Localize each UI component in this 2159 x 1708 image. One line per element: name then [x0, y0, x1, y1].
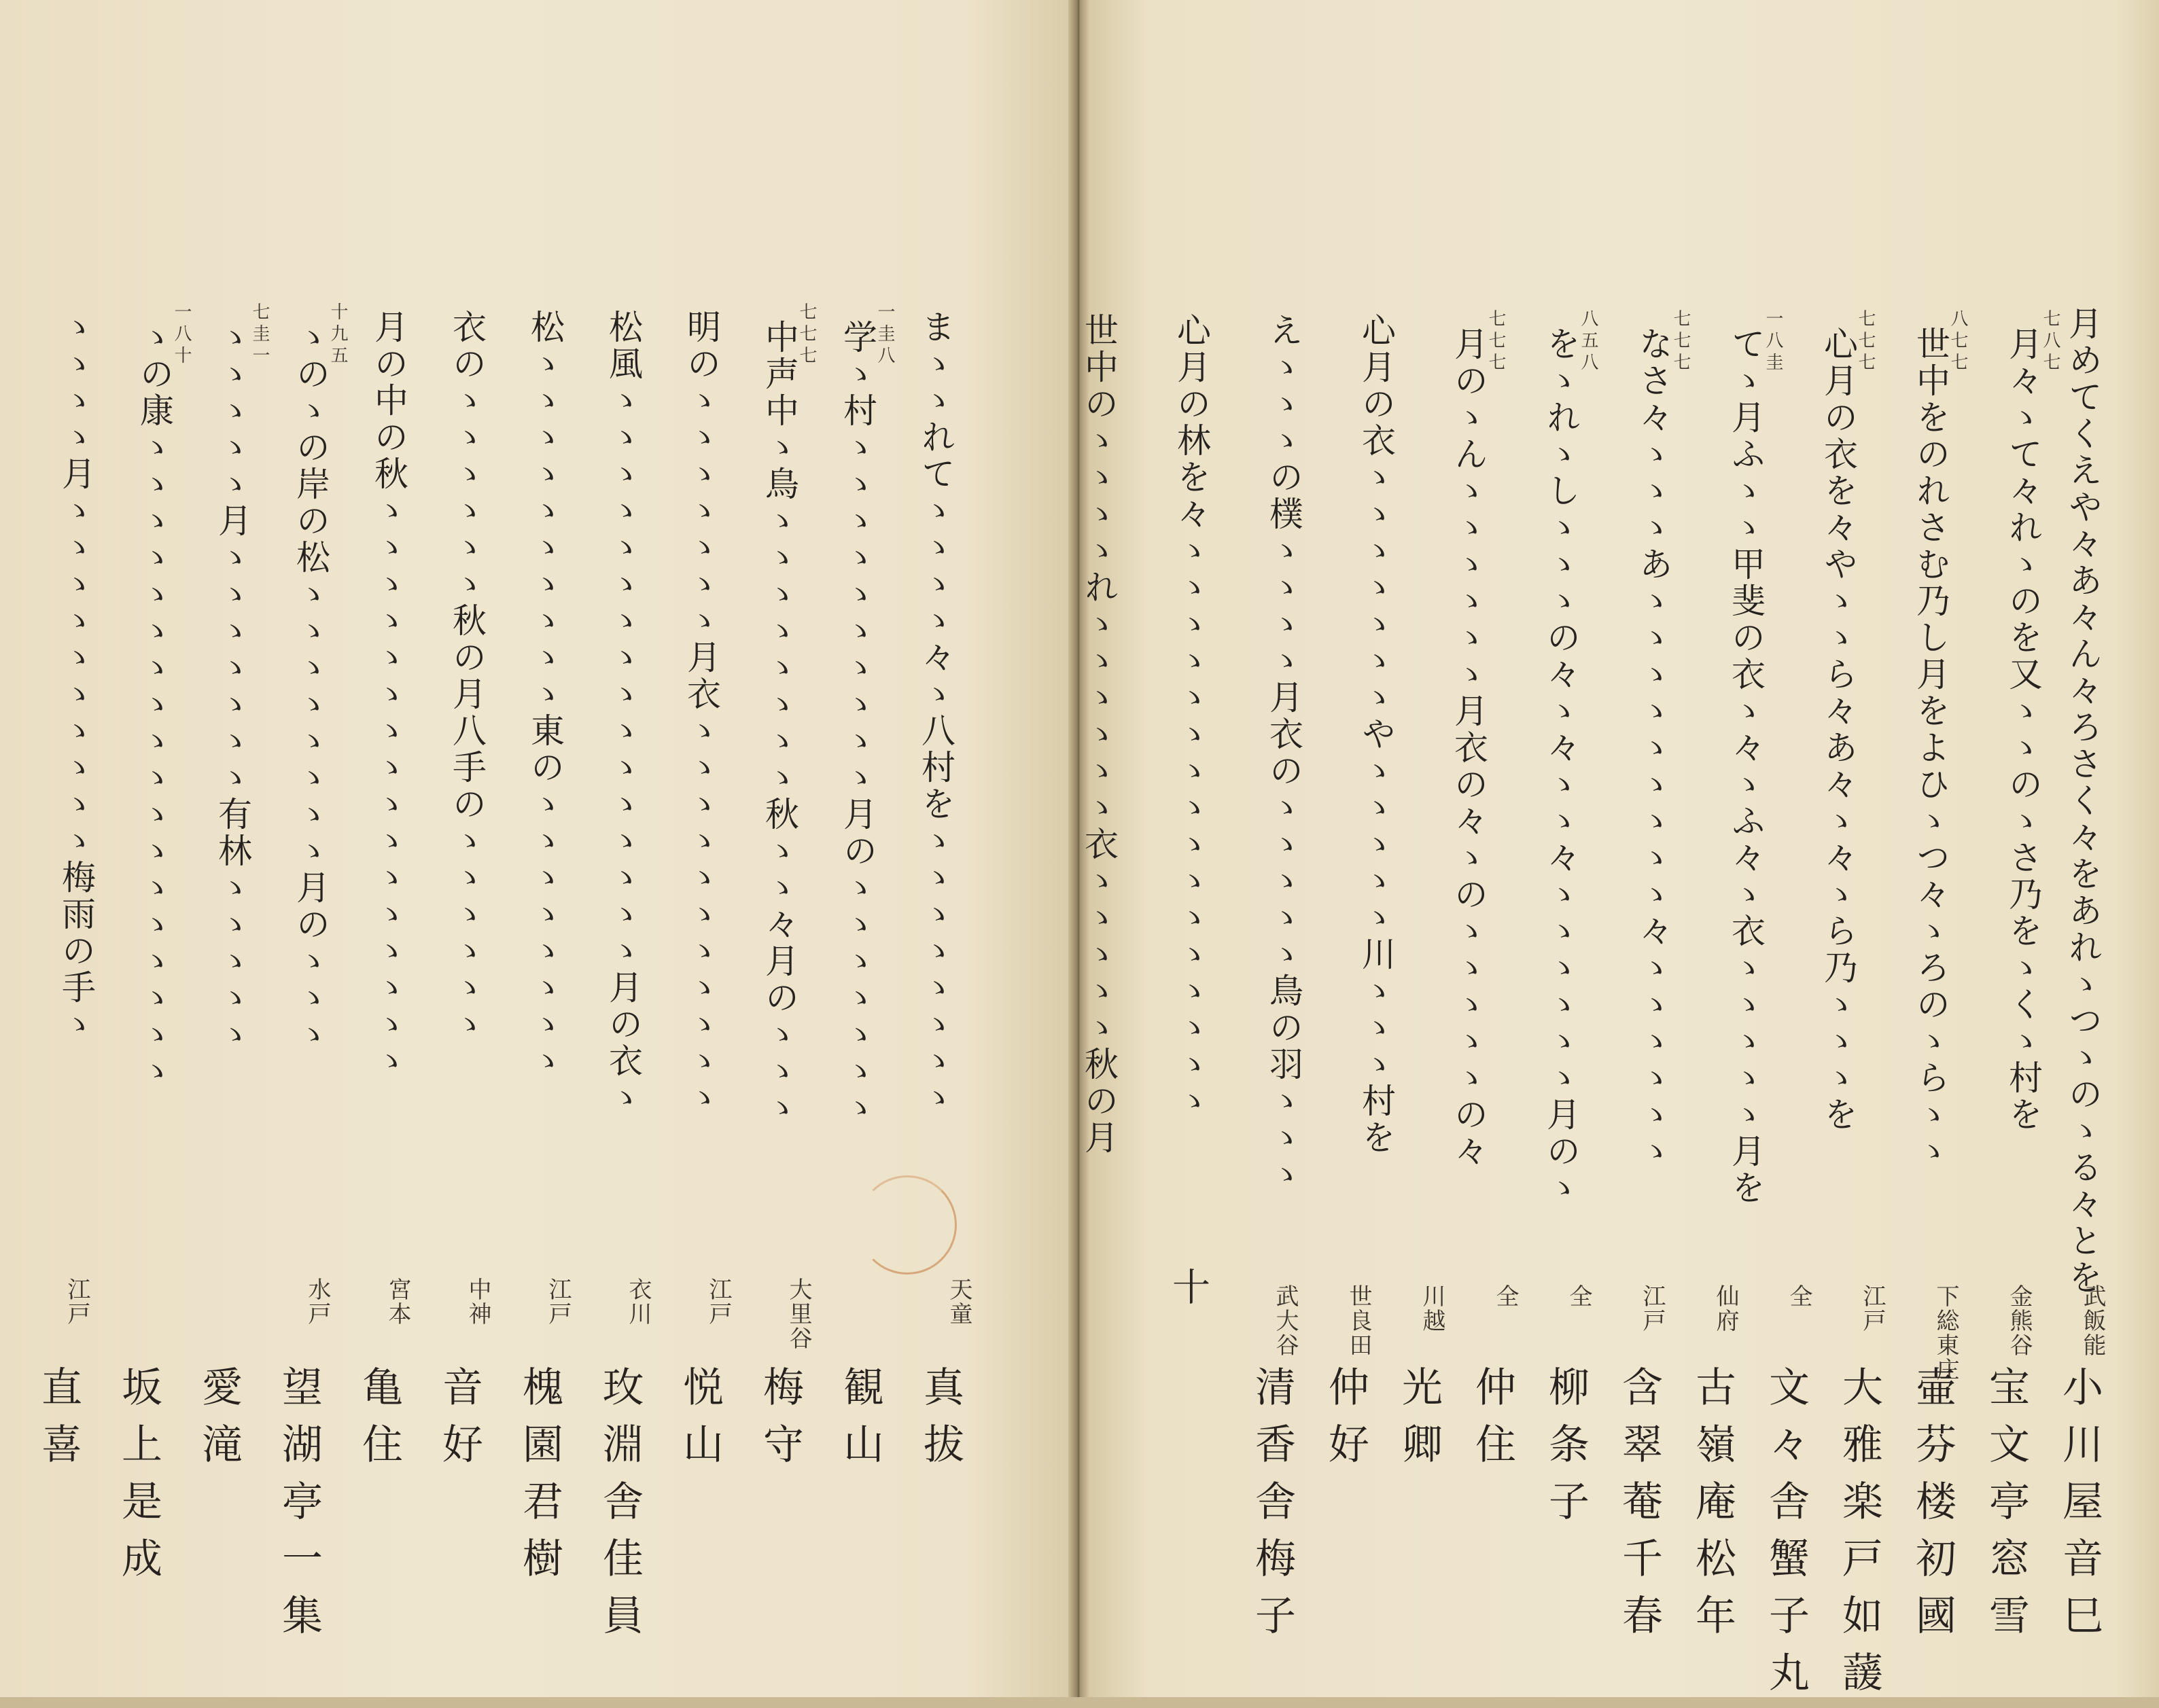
poet-name: 大雅楽戸如蘐: [1836, 1366, 1883, 1708]
verse-number: 八七七: [1948, 309, 1968, 374]
verse-line: をゝれゝしゝゝゝの々ゝ々ゝゝ々ゝゝゝゝゝゝ月のゝ: [1541, 326, 1581, 1207]
poet-name: 清香舎梅子: [1248, 1366, 1296, 1651]
poet-name: 光卿: [1395, 1366, 1443, 1480]
verse-number: 七七七: [1670, 309, 1691, 374]
poet-name: 直喜: [35, 1366, 82, 1480]
poet-name: 槐園君樹: [516, 1366, 563, 1594]
poet-name: 音好: [436, 1366, 483, 1480]
poet-name: 坂上是成: [115, 1366, 162, 1594]
verse-number: 一八十: [171, 302, 192, 368]
poet-name: 文々舎蟹子丸: [1762, 1366, 1810, 1708]
poet-origin: 水戸: [304, 1277, 331, 1326]
poet-name: 悦山: [676, 1366, 724, 1480]
verse-line: 世中をのれさむ乃し月をよひゝつ々ゝろのゝらゝゝ: [1911, 326, 1950, 1170]
poet-name: 亀住: [355, 1366, 403, 1480]
verse-line: 心月の衣ゝゝゝゝゝゝゝやゝゝゝゝゝ川ゝゝゝ村を: [1356, 313, 1396, 1156]
poet-name: 真拔: [917, 1366, 964, 1480]
poet-origin: 江戸: [544, 1277, 572, 1326]
poet-name: 含翠菴千春: [1615, 1366, 1663, 1651]
poet-origin: 江戸: [1859, 1284, 1886, 1333]
poet-origin: 大里谷: [785, 1277, 812, 1351]
verse-line: なさ々ゝゝゝあゝゝゝゝゝゝゝゝゝ々ゝゝゝゝゝゝ: [1634, 326, 1673, 1170]
verse-line: 月の中の秋ゝゝゝゝゝゝゝゝゝゝゝゝゝゝゝゝ: [369, 309, 408, 1080]
poet-origin: 全: [1492, 1284, 1519, 1309]
poet-name: 古嶺庵松年: [1689, 1366, 1736, 1651]
verse-line: 衣のゝゝゝゝゝゝ秋の月八手のゝゝゝゝゝゝ: [447, 309, 487, 1043]
poet-name: 愛滝: [195, 1366, 243, 1480]
poet-name: 梅守: [756, 1366, 804, 1480]
verse-continuation: 月めてくえや々あ々ん々ろさく々をあれゝつゝのゝる々とを: [2063, 306, 2103, 1296]
verse-line: 松風ゝゝゝゝゝゝゝゝゝゝゝゝゝゝゝゝ月の衣ゝ: [603, 309, 643, 1116]
verse-line: ゝのゝの岸の松ゝゝゝゝゝゝゝゝ月のゝゝゝ: [291, 319, 330, 1053]
poet-name: 仲好: [1322, 1366, 1369, 1480]
poet-origin: 江戸: [63, 1277, 90, 1326]
poet-name: 望湖亭一集: [275, 1366, 323, 1651]
poet-name: 宝文亭窓雪: [1982, 1366, 2030, 1651]
verse-number: 七七七: [796, 302, 817, 368]
verse-line: まゝゝれてゝゝゝゝ々ゝ八村をゝゝゝゝゝゝゝゝ: [916, 309, 955, 1116]
verse-number: 八五八: [1578, 309, 1598, 374]
verse-line: ゝの康ゝゝゝゝゝゝゝゝゝゝゝゝゝゝゝゝゝゝ: [135, 319, 174, 1090]
poet-origin: 宮本: [384, 1277, 411, 1326]
poet-name: 観山: [837, 1366, 884, 1480]
poet-origin: 天童: [945, 1277, 972, 1326]
poet-origin: 仙府: [1712, 1284, 1739, 1333]
poet-origin: 金熊谷: [2005, 1284, 2033, 1357]
poet-origin: 中神: [464, 1277, 491, 1326]
poet-origin: 江戸: [1638, 1284, 1666, 1333]
verse-line: えゝゝゝの樸ゝゝゝゝ月衣のゝゝゝゝゝ鳥の羽ゝゝゝ: [1264, 313, 1303, 1193]
verse-number: 七七七: [1486, 309, 1506, 374]
poet-name: 小川屋音巳: [2056, 1366, 2103, 1651]
verse-line: 月のゝんゝゝゝゝゝゝ月衣の々ゝのゝゝゝゝゝの々: [1449, 326, 1488, 1170]
poet-name: 仲住: [1469, 1366, 1516, 1480]
verse-number: 七七七: [1855, 309, 1876, 374]
poet-origin: 全: [1785, 1284, 1812, 1309]
verse-line: ゝゝゝゝゝ月ゝゝゝゝゝゝゝ有林ゝゝゝゝゝ: [213, 319, 252, 1053]
verse-line: 心月の衣を々やゝゝら々あ々ゝ々ゝら乃ゝゝゝを: [1819, 326, 1858, 1133]
poet-origin: 武飯能: [2079, 1284, 2106, 1357]
verse-number: 一八圭: [1763, 309, 1783, 374]
verse-line: ゝゝゝゝ月ゝゝゝゝゝゝゝゝゝゝ梅雨の手ゝ: [56, 309, 96, 1043]
verse-number: 七八七: [2040, 309, 2060, 374]
verse-line: 中声中ゝ鳥ゝゝゝゝゝゝゝゝ秋ゝゝ々月のゝゝゝ: [760, 319, 799, 1126]
verse-line: 世中のゝゝゝゝれゝゝゝゝゝゝ衣ゝゝゝゝゝ秋の月: [1079, 313, 1119, 1156]
page-number: 十: [1166, 1267, 1210, 1305]
verse-line: 月々ゝて々れゝのを又ゝゝのゝさ乃をゝくゝ村を: [2003, 326, 2043, 1133]
poet-origin: 全: [1565, 1284, 1592, 1309]
poet-name: 玫淵舎佳員: [596, 1366, 644, 1651]
poet-origin: 川越: [1418, 1284, 1445, 1333]
poet-name: 壷芬楼初國: [1909, 1366, 1956, 1651]
verse-line: 明のゝゝゝゝゝゝゝ月衣ゝゝゝゝゝゝゝゝゝゝゝ: [682, 309, 721, 1116]
poet-name: 柳条子: [1542, 1366, 1590, 1537]
verse-line: てゝ月ふゝゝ甲斐の衣ゝ々ゝふ々ゝ衣ゝゝゝゝゝ月を: [1726, 326, 1766, 1207]
verse-number: 十九五: [328, 302, 348, 368]
poet-origin: 江戸: [705, 1277, 732, 1326]
poet-origin: 世良田: [1345, 1284, 1372, 1357]
poet-origin: 衣川: [625, 1277, 652, 1326]
poet-origin: 下総東庄: [1932, 1284, 1959, 1382]
verse-line: 学ゝ村ゝゝゝゝゝゝゝゝゝゝ月のゝゝゝゝゝゝゝ: [838, 319, 877, 1126]
verse-line: 松ゝゝゝゝゝゝゝゝゝゝ東のゝゝゝゝゝゝゝゝ: [525, 309, 565, 1080]
verse-line: 心月の林を々ゝゝゝゝゝゝゝゝゝゝゝゝゝゝゝゝ: [1172, 313, 1211, 1120]
poet-origin: 武大谷: [1271, 1284, 1299, 1357]
verse-number: 一圭八: [875, 302, 895, 368]
verse-number: 七圭一: [249, 302, 270, 368]
